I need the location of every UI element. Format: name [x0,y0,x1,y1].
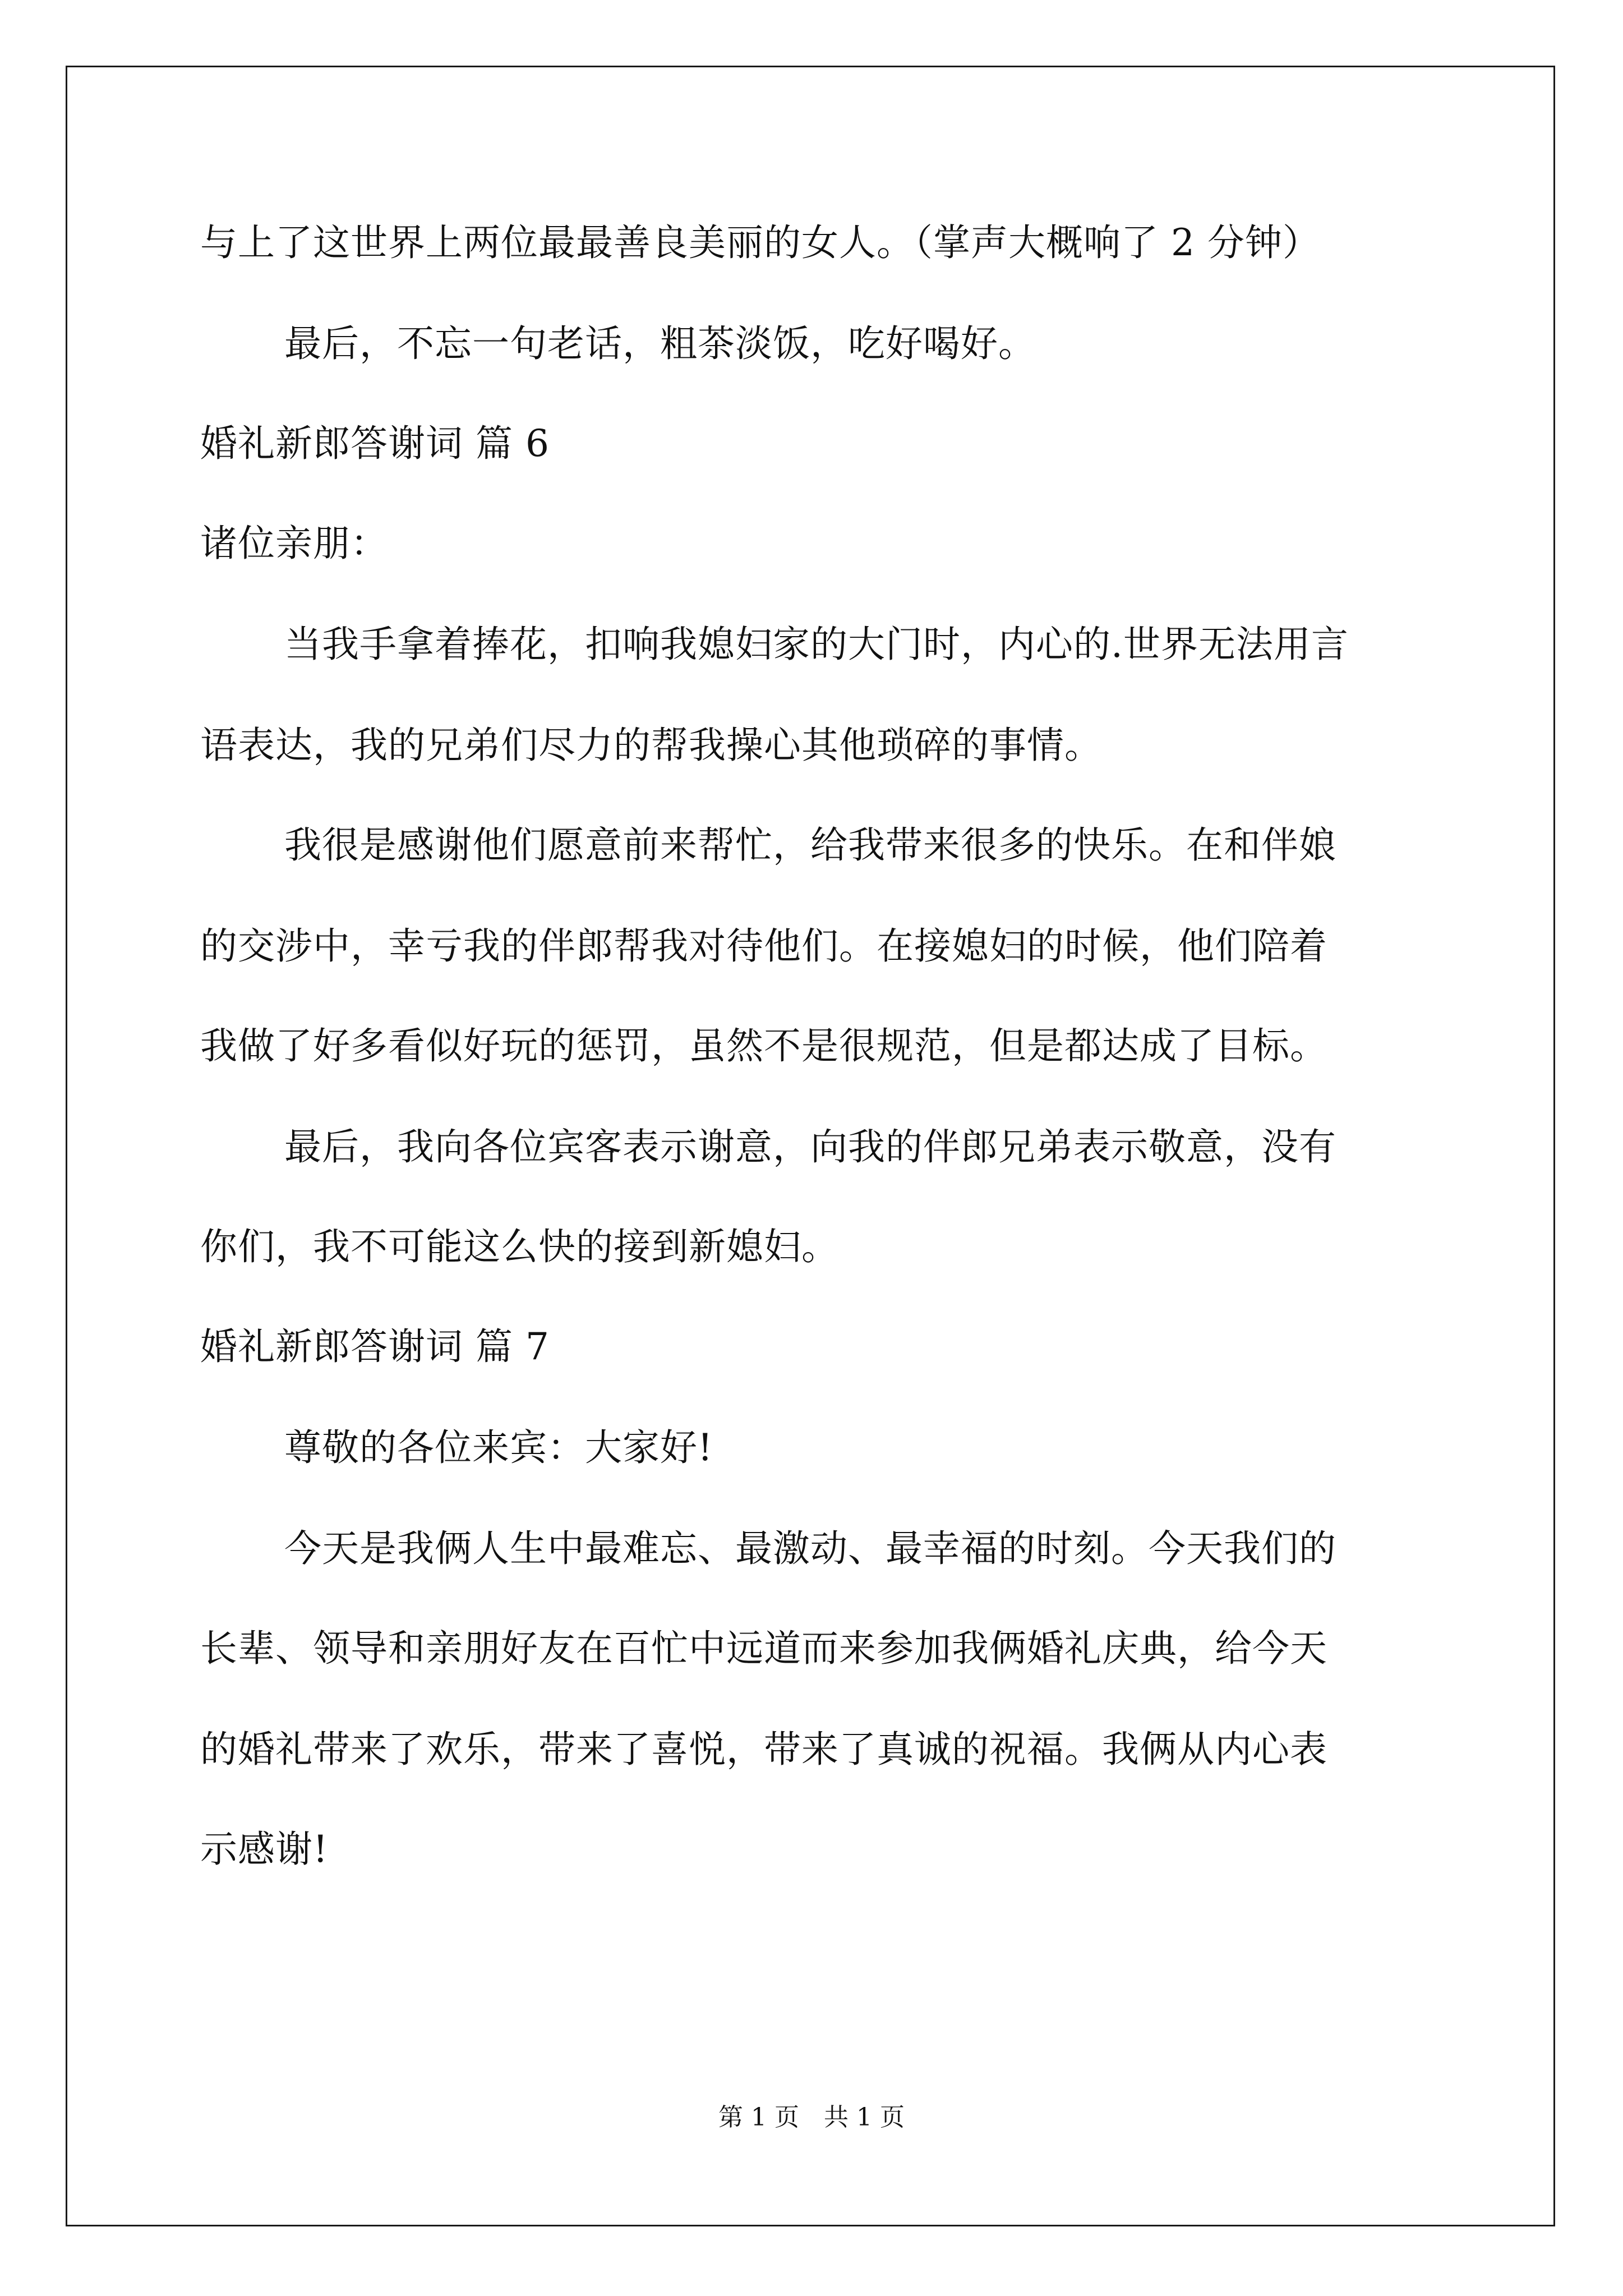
section-heading: 婚礼新郎答谢词 篇 6 [200,422,550,465]
body-line: 今天是我俩人生中最难忘、最激动、最幸福的时刻。今天我们的 [284,1527,1336,1570]
body-line: 你们，我不可能这么快的接到新媳妇。 [200,1225,839,1268]
body-line: 当我手拿着捧花，扣响我媳妇家的大门时，内心的.世界无法用言 [284,623,1349,666]
body-line: 示感谢! [200,1828,329,1871]
salutation: 诸位亲朋： [200,522,388,565]
body-line: 语表达，我的兄弟们尽力的帮我操心其他琐碎的事情。 [200,724,1102,767]
body-line: 的交涉中，幸亏我的伴郎帮我对待他们。在接媳妇的时候，他们陪着 [200,924,1327,968]
body-line: 的婚礼带来了欢乐，带来了喜悦，带来了真诚的祝福。我俩从内心表 [200,1728,1327,1771]
body-line: 与上了这世界上两位最最善良美丽的女人。（掌声大概响了 2 分钟） [200,221,1320,264]
body-line: 最后，不忘一句老话，粗茶淡饭，吃好喝好。 [284,322,1036,365]
page-number-footer: 第 1 页 共 1 页 [718,2103,905,2132]
body-line: 我做了好多看似好玩的惩罚，虽然不是很规范，但是都达成了目标。 [200,1024,1327,1068]
body-line: 最后，我向各位宾客表示谢意，向我的伴郎兄弟表示敬意，没有 [284,1125,1336,1168]
section-heading: 婚礼新郎答谢词 篇 7 [200,1325,550,1368]
body-line: 我很是感谢他们愿意前来帮忙，给我带来很多的快乐。在和伴娘 [284,823,1336,867]
salutation: 尊敬的各位来宾：大家好! [284,1426,713,1469]
body-line: 长辈、领导和亲朋好友在百忙中远道而来参加我俩婚礼庆典，给今天 [200,1627,1327,1670]
